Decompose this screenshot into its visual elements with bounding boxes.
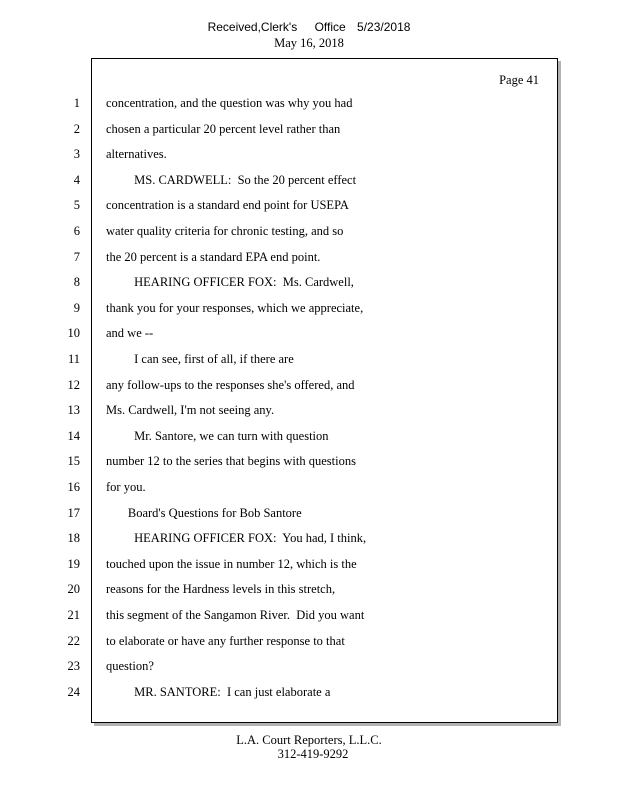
line-text: thank you for your responses, which we appreciate, (106, 301, 364, 315)
line-number: 21 (67, 608, 80, 622)
line-number: 8 (73, 275, 80, 289)
stamp-office-label: Office (314, 20, 346, 34)
line-number: 22 (67, 634, 80, 648)
line-number: 6 (73, 224, 80, 238)
line-number: 18 (67, 531, 80, 545)
line-number: 23 (67, 659, 80, 673)
line-text: for you. (106, 480, 146, 494)
line-text: the 20 percent is a standard EPA end point. (106, 250, 321, 264)
line-text: I can see, first of all, if there are (106, 352, 294, 366)
line-number: 24 (67, 685, 80, 699)
line-text: number 12 to the series that begins with questions (106, 454, 356, 468)
line-number: 16 (67, 480, 80, 494)
line-text: MS. CARDWELL: So the 20 percent effect (106, 173, 357, 187)
line-number: 5 (73, 198, 80, 212)
line-text: this segment of the Sangamon River. Did you want (106, 608, 365, 622)
line-number: 9 (73, 301, 80, 315)
hearing-date: May 16, 2018 (274, 36, 344, 50)
line-number: 20 (67, 582, 80, 596)
received-stamp (0, 20, 618, 34)
line-number: 15 (67, 454, 80, 468)
stamp-received-label: Received,Clerk's (207, 20, 298, 34)
reporter-company: L.A. Court Reporters, L.L.C. (236, 733, 382, 747)
line-number: 19 (67, 557, 80, 571)
line-number: 4 (73, 173, 80, 187)
line-text: Board's Questions for Bob Santore (106, 506, 302, 520)
line-number: 11 (67, 352, 80, 366)
line-number: 10 (67, 326, 80, 340)
line-text: HEARING OFFICER FOX: You had, I think, (106, 531, 367, 545)
line-number: 17 (67, 506, 80, 520)
line-text: any follow-ups to the responses she's offered, and (106, 378, 355, 392)
line-text: and we -- (106, 326, 154, 340)
line-text: MR. SANTORE: I can just elaborate a (106, 685, 331, 699)
line-number: 7 (73, 250, 80, 264)
line-text: question? (106, 659, 154, 673)
line-text: reasons for the Hardness levels in this stretch, (106, 582, 336, 596)
line-number: 14 (67, 429, 80, 443)
line-number: 2 (73, 122, 80, 136)
line-text: chosen a particular 20 percent level rather than (106, 122, 341, 136)
reporter-phone: 312-419-9292 (277, 747, 349, 761)
page-number: Page 41 (499, 73, 539, 87)
line-text: concentration is a standard end point for USEPA (106, 198, 349, 212)
line-text: concentration, and the question was why you had (106, 96, 353, 110)
line-number: 3 (73, 147, 80, 161)
line-number: 13 (67, 403, 80, 417)
line-text: alternatives. (106, 147, 167, 161)
line-text: Ms. Cardwell, I'm not seeing any. (106, 403, 275, 417)
stamp-date: 5/23/2018 (357, 20, 411, 34)
line-text: Mr. Santore, we can turn with question (106, 429, 329, 443)
line-text: water quality criteria for chronic testing, and so (106, 224, 344, 238)
line-text: HEARING OFFICER FOX: Ms. Cardwell, (106, 275, 354, 289)
line-number: 1 (73, 96, 80, 110)
line-text: touched upon the issue in number 12, which is the (106, 557, 357, 571)
line-text: to elaborate or have any further response to that (106, 634, 345, 648)
line-number: 12 (67, 378, 80, 392)
